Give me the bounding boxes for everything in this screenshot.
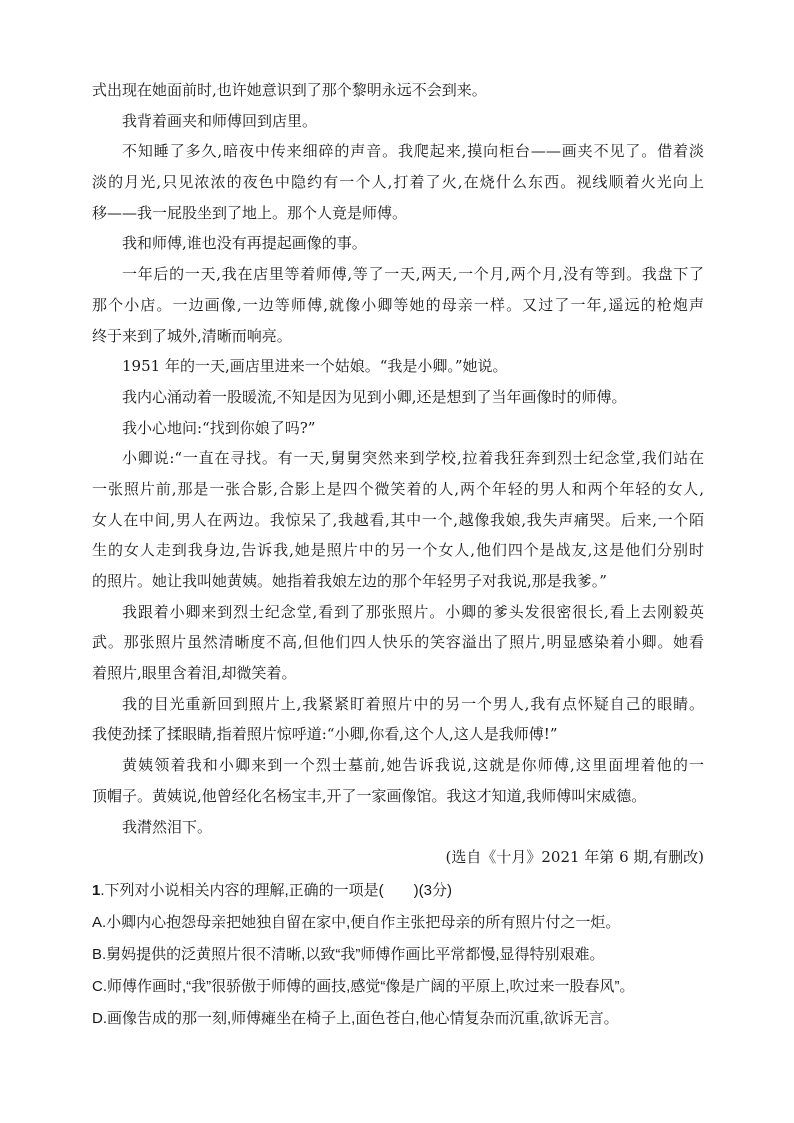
paragraph-line: 一年后的一天,我在店里等着师傅,等了一天,两天,一个月,两个月,没有等到。我盘下了 [122,265,704,284]
paragraph-line: 女人在中间,男人在两边。我惊呆了,我越看,其中一个,越像我娘,我失声痛哭。后来,一个陌 [92,510,704,529]
option-d: D.画像告成的那一刻,师傅瘫坐在椅子上,面色苍白,他心情复杂而沉重,欲诉无言。 [92,1009,619,1027]
paragraph-line: 我小心地问:“找到你娘了吗?” [122,418,316,437]
paragraph-line: 那个小店。一边画像,一边等师傅,就像小卿等她的母亲一样。又过了一年,遥远的枪炮声 [92,295,704,314]
paragraph-line: 淡的月光,只见浓浓的夜色中隐约有一个人,打着了火,在烧什么东西。视线顺着火光向上 [92,173,704,192]
paragraph-line: 小卿说:“一直在寻找。有一天,舅舅突然来到学校,拉着我狂奔到烈士纪念堂,我们站在 [122,449,704,468]
paragraph-line: 我潸然泪下。 [122,817,213,836]
paragraph-line: 1951 年的一天,画店里进来一个姑娘。“我是小卿。”她说。 [122,357,508,376]
option-b: B.舅妈提供的泛黄照片很不清晰,以致“我”师傅作画比平常都慢,显得特别艰难。 [92,945,605,963]
paragraph-line: 我使劲揉了揉眼睛,指着照片惊呼道:“小卿,你看,这个人,这人是我师傅!” [92,725,558,744]
paragraph-line: 终于来到了城外,清晰而响亮。 [92,326,292,345]
paragraph-line: 我跟着小卿来到烈士纪念堂,看到了那张照片。小卿的爹头发很密很长,看上去刚毅英 [122,602,704,621]
paragraph-line: 生的女人走到我身边,告诉我,她是照片中的另一个女人,他们四个是战友,这是他们分别时 [92,541,704,560]
document-page [92,75,704,1035]
option-a: A.小卿内心抱怨母亲把她独自留在家中,便自作主张把母亲的所有照片付之一炬。 [92,913,621,931]
question-number: 1 [92,881,101,899]
paragraph-line: 的照片。她让我叫她黄姨。她指着我娘左边的那个年轻男子对我说,那是我爹。” [92,572,607,590]
paragraph-line: 顶帽子。黄姨说,他曾经化名杨宝丰,开了一家画像馆。我这才知道,我师傅叫宋威德。 [92,786,647,805]
paragraph-line: 移——我一屁股坐到了地上。那个人竟是师傅。 [92,203,408,222]
paragraph-line: 我内心涌动着一股暖流,不知是因为见到小卿,还是想到了当年画像时的师傅。 [122,387,627,406]
question-stem [92,875,704,907]
paragraph-line: 我的目光重新回到照片上,我紧紧盯着照片中的另一个男人,我有点怀疑自己的眼睛。 [122,694,704,713]
paragraph-line: 着照片,眼里含着泪,却微笑着。 [92,664,297,683]
story-text [92,75,704,873]
source-citation: (选自《十月》2021 年第 6 期,有删改) [445,848,704,867]
paragraph-line: 武。那张照片虽然清晰度不高,但他们四人快乐的笑容溢出了照片,明显感染着小卿。她看 [92,633,704,652]
question-block [92,875,704,1035]
paragraph-line: 我和师傅,谁也没有再提起画像的事。 [122,234,367,253]
paragraph-line: 不知睡了多久,暗夜中传来细碎的声音。我爬起来,摸向柜台——画夹不见了。借着淡 [122,142,704,161]
paragraph-line: 黄姨领着我和小卿来到一个烈士墓前,她告诉我说,这就是你师傅,这里面埋着他的一 [122,756,704,775]
paragraph-line: 我背着画夹和师傅回到店里。 [122,111,318,130]
option-c: C.师傅作画时,“我”很骄傲于师傅的画技,感觉“像是广阔的平原上,吹过来一股春风”。 [92,977,635,995]
paragraph-line: 式出现在她面前时,也许她意识到了那个黎明永远不会到来。 [92,81,487,99]
paragraph-line: 一张照片前,那是一张合影,合影上是四个微笑着的人,两个年轻的男人和两个年轻的女人, [92,479,704,498]
question-text: .下列对小说相关内容的理解,正确的一项是( )(3分) [100,881,453,899]
